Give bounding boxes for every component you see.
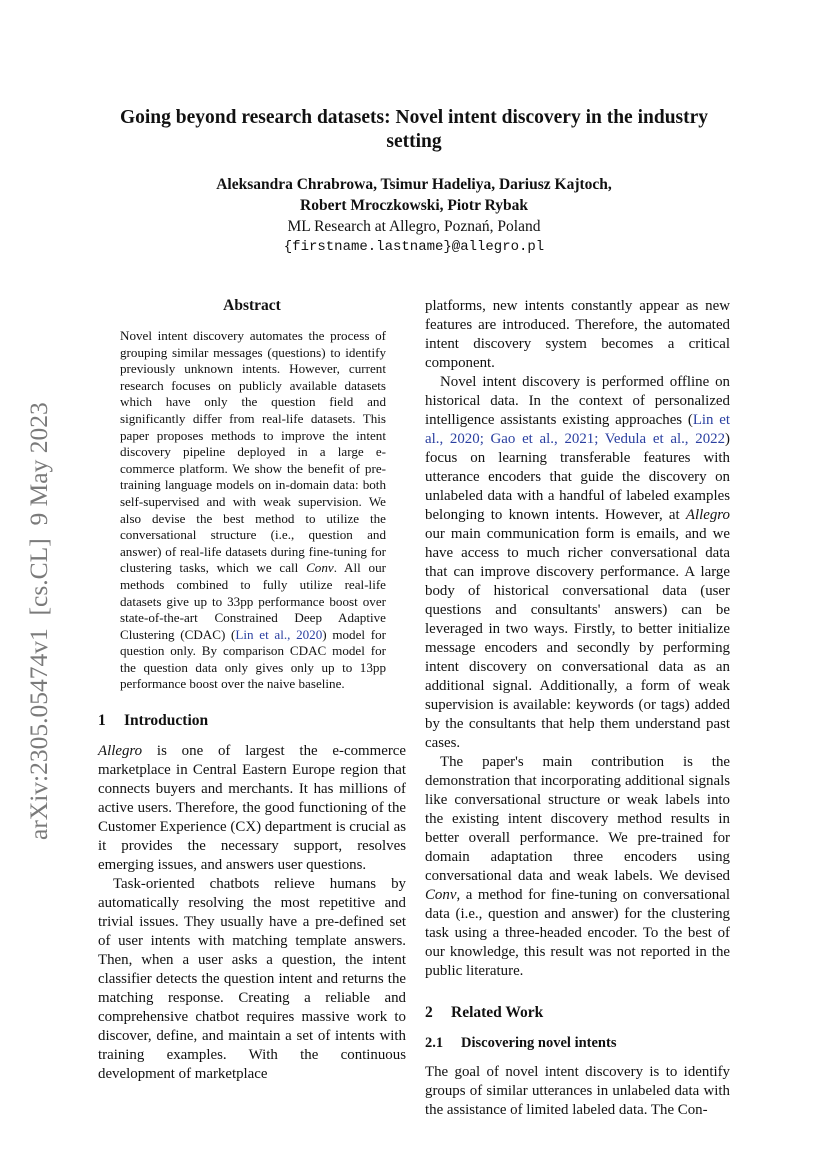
abstract-part2: . All our methods combined to fully utilize real-life datasets give up to 33pp performance boost over state-of-the-art Constrained Deep Adaptive Clustering (CDAC) ( bbox=[120, 560, 386, 642]
allegro-name: Allegro bbox=[98, 743, 143, 760]
conv-name: Conv bbox=[425, 887, 457, 903]
citation-link[interactable]: Lin et al., 2020; Gao et al., 2021; Vedula et al., 2022 bbox=[425, 412, 730, 447]
abstract-text bbox=[120, 328, 386, 693]
subsection-title: Discovering novel intents bbox=[461, 1035, 617, 1051]
section-title: Introduction bbox=[124, 712, 209, 730]
section-number: 2 bbox=[425, 1004, 433, 1021]
section-number: 1 bbox=[98, 712, 106, 730]
abstract-part1: Novel intent discovery automates the process of grouping similar messages (questions) to identify previously unknown intents. However, current research focuses on publicly available datasets which have only the question field and significantly differ from real-life datasets. This paper proposes methods to improve the intent discovery pipeline deployed in a large e-commerce platform. We show the benefit of pre-training language models on in-domain data: both self-supervised and with weak supervision. We also devise the best method to utilize the conversational structure (i.e., question and answer) of real-life datasets during fine-tuning for clustering tasks, which we call bbox=[120, 328, 386, 576]
author-block bbox=[98, 174, 730, 258]
intro-paragraph-1: Allegro is one of largest the e-commerce marketplace in Central Eastern Europe region that connects buyers and merchants. It has millions of active users. Therefore, the good functioning of the Customer Experience (CX) department is crucial as it provides the necessary support, resolves emerging issues, and answers user questions. bbox=[98, 743, 406, 874]
intro-paragraph-5: The paper's main contribution is the demonstration that incorporating additional signals like conversational structure or weak labels into the existing intent discovery method results in better overall performance. We pre-trained for domain adaptation three encoders using conversational data and weak labels. We devised Conv, a method for fine-tuning on conversational data (i.e., question and answer) for the clustering task using a three-headed encoder. To the best of our knowledge, this result was not reported in the public literature. bbox=[425, 754, 730, 979]
subsection-heading bbox=[425, 1034, 730, 1053]
intro-paragraph-4: Novel intent discovery is performed offline on historical data. In the context of personalized intelligence assistants existing approaches (Lin et al., 2020; Gao et al., 2021; Vedula et al., 2022) focus on learning transferable features with utterance encoders that guide the discovery on unlabeled data with a handful of labeled examples belonging to known intents. However, at Allegro our main communication form is emails, and we have access to much richer conversational data that can improve discovery performance. A large body of historical conversational data (user questions and consultants' answers) can be leveraged in two ways. Firstly, to better initialize message encoders and secondly by performing intent discovery on conversational data as an additional signal. Additionally, a form of weak supervision is available: keywords (or tags) added by the consultants that help them understand past cases. bbox=[425, 374, 730, 751]
section-heading-introduction bbox=[98, 711, 406, 730]
author-names-line2: Robert Mroczkowski, Piotr Rybak bbox=[300, 197, 528, 214]
subsection-number: 2.1 bbox=[425, 1035, 444, 1051]
abstract-heading: Abstract bbox=[223, 297, 281, 314]
affiliation: ML Research at Allegro, Poznań, Poland bbox=[287, 218, 541, 235]
paper-title: Going beyond research datasets: Novel intent discovery in the industry setting bbox=[119, 107, 709, 152]
left-column bbox=[98, 296, 406, 1084]
abstract-part3: ) model for question only. By comparison CDAC model for the question data only gives only up to 13pp performance boost over the naive baseline. bbox=[120, 626, 387, 692]
arxiv-stamp bbox=[10, 362, 60, 842]
related-work-paragraph-1: The goal of novel intent discovery is to identify groups of similar utterances in unlabeled data with the assistance of limited labeled data. The Con- bbox=[425, 1064, 730, 1118]
section-title: Related Work bbox=[451, 1004, 544, 1021]
intro-paragraph-3: platforms, new intents constantly appear as new features are introduced. Therefore, the automated intent discovery system becomes a critical component. bbox=[425, 298, 730, 371]
citation-link[interactable]: Lin et al., 2020 bbox=[235, 626, 323, 642]
allegro-name: Allegro bbox=[685, 507, 730, 523]
section-heading-related-work bbox=[425, 1003, 730, 1022]
abstract-conv: Conv bbox=[306, 560, 334, 576]
author-names-line1: Aleksandra Chrabrowa, Tsimur Hadeliya, Dariusz Kajtoch, bbox=[216, 176, 612, 193]
right-column bbox=[425, 297, 730, 1120]
intro-paragraph-2: Task-oriented chatbots relieve humans by automatically resolving the most repetitive and trivial issues. They usually have a pre-defined set of user intents with matching template answers. Then, when a user asks a question, the intent classifier detects the question intent and returns the matching response. Creating a reliable and comprehensive chatbot requires massive work to discover, define, and maintain a set of intents with training examples. With the continuous development of marketplace bbox=[98, 876, 406, 1083]
arxiv-stamp-text: arXiv:2305.05474v1 [cs.CL] 9 May 2023 bbox=[24, 402, 53, 840]
author-email: {firstname.lastname}@allegro.pl bbox=[283, 239, 545, 255]
